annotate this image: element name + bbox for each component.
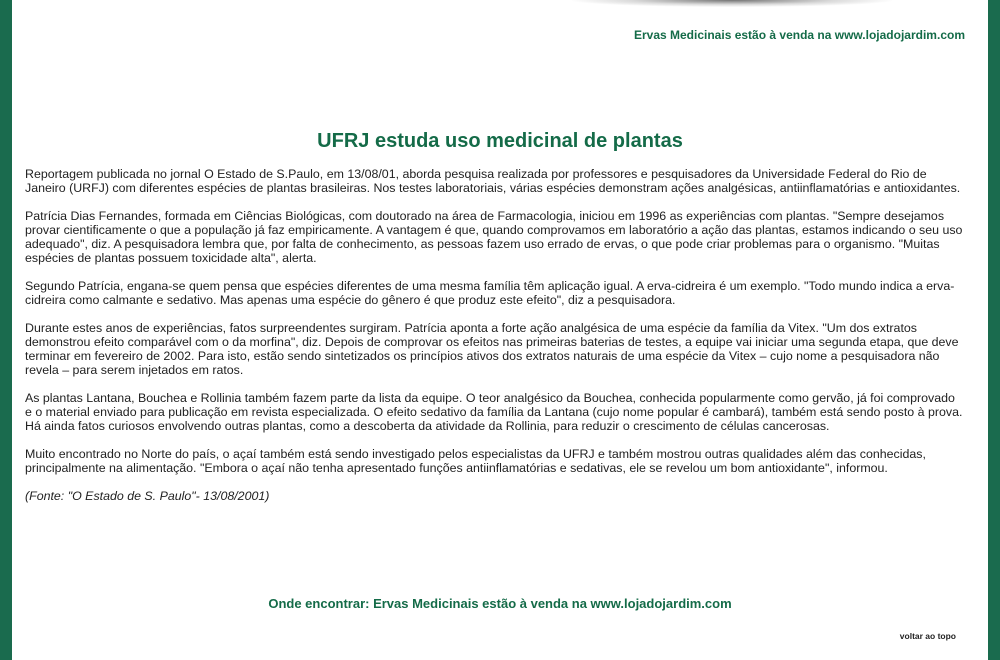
article-paragraph: Segundo Patrícia, engana-se quem pensa que espécies diferentes de uma mesma família têm aplicação igual. A erva-cidreira é um exemplo. "Todo mundo indica a erva-cidreira como calmante e sedativo. Mas apenas uma espécie do gênero é que produz este efeito", diz a pesquisadora. [25, 279, 955, 307]
article-source: (Fonte: "O Estado de S. Paulo"- 13/08/2001) [25, 489, 270, 503]
header-shadow-decoration [572, 0, 892, 7]
article-title: UFRJ estuda uso medicinal de plantas [317, 130, 683, 152]
back-to-top-link[interactable]: voltar ao topo [899, 631, 956, 641]
shop-link-top[interactable]: Ervas Medicinais estão à venda na www.lojadojardim.com [633, 28, 965, 42]
page-sheet [12, 0, 988, 660]
article-paragraph: Muito encontrado no Norte do país, o açaí também está sendo investigado pelos especialistas da UFRJ e também mostrou outras qualidades além das conhecidas, principalmente na alimentação. "Embora o açaí não tenha apresentado funções antiinflamatórias e sedativas, ele se revelou um bom antioxidante", informou. [25, 447, 926, 475]
shop-link-bottom[interactable]: Onde encontrar: Ervas Medicinais estão à venda na www.lojadojardim.com [268, 596, 732, 611]
article-paragraph: As plantas Lantana, Bouchea e Rollinia também fazem parte da lista da equipe. O teor analgésico da Bouchea, conhecida popularmente como gervão, já foi comprovado e o material enviado para publicação em revista especializada. O efeito sedativo da família da Lantana (cujo nome popular é cambará), também está sendo posto à prova. Há ainda fatos curiosos envolvendo outras plantas, como a descoberta da atividade da Rollinia, para reduzir o crescimento de células cancerosas. [25, 391, 963, 433]
article-body [25, 167, 965, 517]
article-paragraph: Durante estes anos de experiências, fatos surpreendentes surgiram. Patrícia aponta a forte ação analgésica de uma espécie da família da Vitex. "Um dos extratos demonstrou efeito comparável com o da morfina", diz. Depois de comprovar os efeitos nas primeiras baterias de testes, a equipe vai iniciar uma segunda etapa, que deve terminar em fevereiro de 2002. Para isto, estão sendo sintetizados os princípios ativos dos extratos naturais de uma espécie da Vitex – cujo nome a pesquisadora não revela – para serem injetados em ratos. [25, 321, 959, 377]
article-paragraph: Patrícia Dias Fernandes, formada em Ciências Biológicas, com doutorado na área de Farmacologia, iniciou em 1996 as experiências com plantas. "Sempre desejamos provar cientificamente o que a população já faz empiricamente. A vantagem é que, quando comprovamos em laboratório a ação das plantas, estamos indicando o seu uso adequado", diz. A pesquisadora lembra que, por falta de conhecimento, as pessoas fazem uso errado de ervas, o que pode criar problemas para o organismo. "Muitas espécies de plantas possuem toxicidade alta", alerta. [25, 209, 963, 265]
article-paragraph: Reportagem publicada no jornal O Estado de S.Paulo, em 13/08/01, aborda pesquisa realizada por professores e pesquisadores da Universidade Federal do Rio de Janeiro (URFJ) com diferentes espécies de plantas brasileiras. Nos testes laboratoriais, várias espécies demonstram ações analgésicas, antiinflamatórias e antioxidantes. [25, 167, 961, 195]
